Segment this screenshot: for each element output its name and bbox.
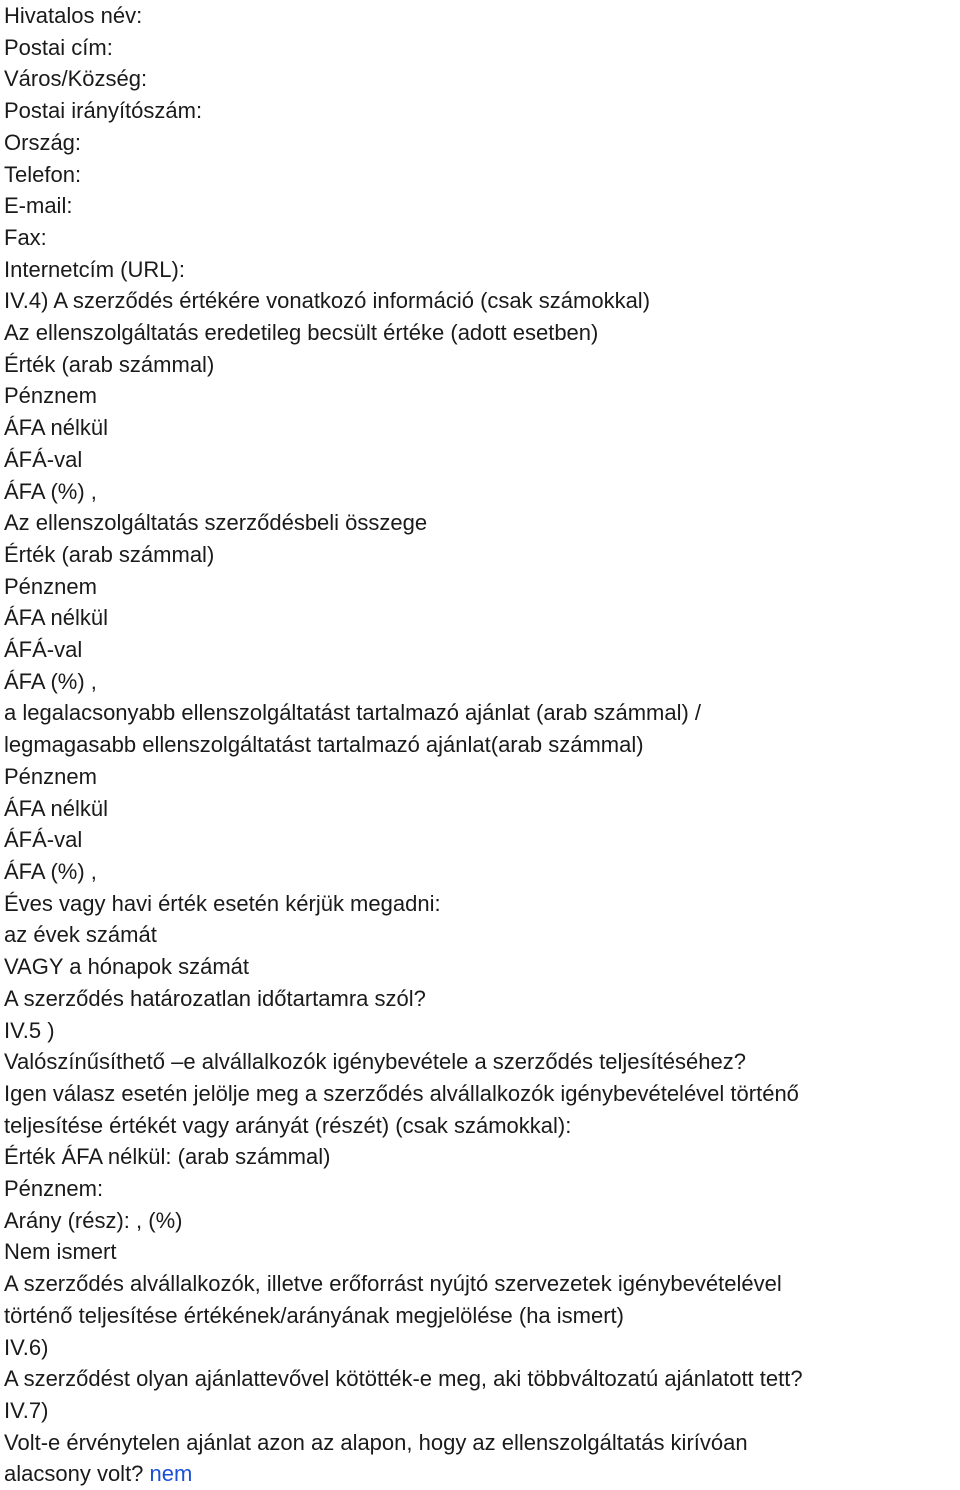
text-line: A szerződést olyan ajánlattevővel kötötték-e meg, aki többváltozatú ajánlatott tett? (4, 1366, 803, 1392)
text-line: a legalacsonyabb ellenszolgáltatást tartalmazó ajánlat (arab számmal) / (4, 700, 702, 726)
text-line: E-mail: (4, 193, 73, 219)
last-line (4, 1458, 956, 1490)
text-line: Hivatalos név: (4, 3, 143, 28)
text-line: Nem ismert (4, 1239, 117, 1265)
text-line: Pénznem: (4, 1176, 104, 1202)
answer-link[interactable]: nem (149, 1461, 193, 1487)
text-line: ÁFÁ-val (4, 637, 83, 663)
text-line: VAGY a hónapok számát (4, 954, 249, 980)
text-line: Fax: (4, 224, 47, 250)
text-line: Internetcím (URL): (4, 256, 185, 282)
text-line: teljesítése értékét vagy arányát (részét) (csak számokkal): (4, 1112, 572, 1138)
text-line: ÁFA nélkül (4, 415, 108, 441)
document-body (4, 0, 956, 1490)
last-line-text: alacsony volt? (4, 1461, 144, 1487)
text-line: az évek számát (4, 922, 157, 948)
text-line: Éves vagy havi érték esetén kérjük megadni: (4, 890, 441, 916)
text-line: Pénznem (4, 383, 97, 409)
text-line: A szerződés határozatlan időtartamra szól? (4, 985, 426, 1011)
text-line: Érték (arab számmal) (4, 541, 215, 567)
text-line: Telefon: (4, 161, 82, 187)
section-heading: IV.7) (4, 1397, 49, 1423)
text-line: Pénznem (4, 573, 97, 599)
text-line: ÁFÁ-val (4, 446, 83, 472)
text-line: ÁFA (%) , (4, 858, 97, 884)
text-line: Város/Község: (4, 66, 148, 92)
section-heading: IV.6) (4, 1334, 49, 1360)
text-line: Érték (arab számmal) (4, 351, 215, 377)
text-line: ÁFA (%) , (4, 668, 97, 694)
text-line: Postai cím: (4, 34, 113, 60)
text-line: Pénznem (4, 763, 97, 789)
text-line: Igen válasz esetén jelölje meg a szerződés alvállalkozók igénybevételével történő (4, 1080, 799, 1106)
text-line: Ország: (4, 129, 82, 155)
text-line: Volt-e érvénytelen ajánlat azon az alapon, hogy az ellenszolgáltatás kirívóan (4, 1429, 748, 1455)
text-line: Az ellenszolgáltatás eredetileg becsült értéke (adott esetben) (4, 320, 599, 346)
text-line: legmagasabb ellenszolgáltatást tartalmazó ajánlat(arab számmal) (4, 732, 644, 758)
section-heading: IV.5 ) (4, 1017, 55, 1043)
text-line: A szerződés alvállalkozók, illetve erőforrást nyújtó szervezetek igénybevételével (4, 1271, 782, 1297)
text-line: Érték ÁFA nélkül: (arab számmal) (4, 1144, 331, 1170)
text-line: ÁFA (%) , (4, 478, 97, 504)
text-line: ÁFA nélkül (4, 795, 108, 821)
text-line: Valószínűsíthető –e alvállalkozók igénybevétele a szerződés teljesítéséhez? (4, 1049, 746, 1075)
text-line: történő teljesítése értékének/arányának megjelölése (ha ismert) (4, 1302, 624, 1328)
section-heading: IV.4) A szerződés értékére vonatkozó információ (csak számokkal) (4, 288, 651, 314)
text-line: Az ellenszolgáltatás szerződésbeli összege (4, 510, 428, 536)
text-line: Arány (rész): , (%) (4, 1207, 183, 1233)
text-line: Postai irányítószám: (4, 98, 203, 124)
text-line: ÁFÁ-val (4, 827, 83, 853)
text-line: ÁFA nélkül (4, 605, 108, 631)
